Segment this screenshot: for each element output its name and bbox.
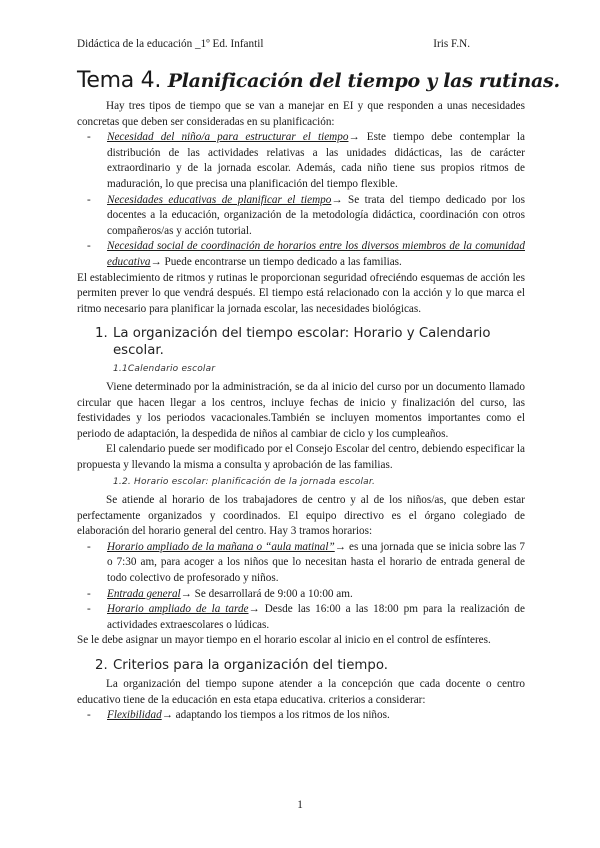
dash-bullet: - — [87, 131, 91, 144]
dash-bullet: - — [87, 193, 91, 206]
page-number: 1 — [297, 799, 303, 811]
item-text: Se trata del tiempo dedicado por los docentes a la educación, organización de la metodología didáctica, coordinación con otros compañeros/as y acción tutorial. — [107, 193, 525, 237]
item-text: es una jornada que se inicia sobre las 7 o 7:30 am, para acoger a los niños que lo necesitan hasta el horario de entrada general de todo colectivo de profesorado y niños. — [107, 540, 525, 585]
arrow-icon: → — [161, 709, 173, 722]
item-term: Entrada general — [107, 587, 181, 600]
item-term: Flexibilidad — [107, 709, 162, 722]
list-item — [87, 708, 525, 724]
schedule-note: Se le debe asignar un mayor tiempo en el horario escolar al inicio en el control de esfínteres. — [77, 634, 491, 647]
subsection-heading-calendar: 1.1Calendario escolar — [113, 364, 216, 375]
section-number: 1. — [95, 326, 108, 342]
dash-bullet: - — [87, 709, 91, 722]
list-item — [87, 193, 525, 240]
intro-paragraph: Hay tres tipos de tiempo que se van a manejar en EI y que responden a unas necesidades concretas que deben ser consideradas en su planificación: — [77, 100, 525, 128]
calendar-paragraph-2: El calendario puede ser modificado por el Consejo Escolar del centro, debiendo especificar la propuesta y llevando la misma a consulta y aprobación de las familias. — [77, 443, 525, 471]
item-term: Necesidad social de coordinación de horarios entre los diversos miembros de la comunidad educativa — [107, 240, 525, 268]
criteria-intro-paragraph: La organización del tiempo supone atender a la concepción que cada docente o centro educativo tiene de la educación en esta etapa educativa. criterios a considerar: — [77, 678, 525, 706]
section-number: 2. — [95, 658, 108, 673]
subsection-heading-schedule: 1.2. Horario escolar: planificación de la jornada escolar. — [113, 477, 376, 488]
dash-bullet: - — [87, 603, 91, 616]
dash-bullet: - — [87, 540, 91, 553]
item-term: Horario ampliado de la tarde — [107, 603, 249, 616]
arrow-icon: → — [331, 193, 343, 206]
item-text: adaptando los tiempos a los ritmos de los niños. — [172, 709, 390, 722]
title-prefix: Tema 4. — [77, 68, 162, 93]
arrow-icon: → — [334, 540, 346, 553]
list-item — [87, 540, 525, 587]
dash-bullet: - — [87, 240, 91, 253]
item-term: Necesidad del niño/a para estructurar el tiempo — [107, 131, 349, 144]
arrow-icon: → — [150, 255, 162, 268]
criteria-list — [77, 708, 525, 724]
item-text: Desde las 16:00 a las 18:00 pm para la realización de actividades extraescolares o lúdicas. — [107, 603, 525, 631]
section-heading-1 — [95, 325, 525, 359]
section-title: La organización del tiempo escolar: Horario y Calendario escolar. — [113, 326, 491, 359]
header-course: Didáctica de la educación _1º Ed. Infantil — [77, 38, 264, 50]
item-text: Puede encontrarse un tiempo dedicado a las familias. — [161, 255, 402, 268]
item-text: Se desarrollará de 9:00 a 10:00 am. — [191, 587, 353, 600]
arrow-icon: → — [348, 131, 360, 144]
schedule-intro-paragraph: Se atiende al horario de los trabajadores de centro y al de los niños/as, que deben estar perfectamente organizados y coordinados. El equipo directivo es el órgano colegiado de elaboración del horario general del centro. Hay 3 tramos horarios: — [77, 494, 525, 538]
list-item — [87, 239, 525, 270]
rhythms-paragraph: El establecimiento de ritmos y rutinas le proporcionan seguridad ofreciéndo esquemas de acción les permiten prever lo que vendrá después. El tiempo está relacionado con la acción y lo que marca el ritmo necesario para planificar la jornada escolar, las necesidades biológicas. — [77, 271, 525, 315]
list-item — [87, 602, 525, 633]
needs-list — [77, 130, 525, 270]
arrow-icon: → — [180, 587, 192, 600]
dash-bullet: - — [87, 587, 91, 600]
list-item — [87, 587, 525, 603]
header-author: Iris F.N. — [433, 38, 470, 50]
section-title: Criterios para la organización del tiempo. — [113, 658, 388, 673]
title-main: Planificación del tiempo y las rutinas. — [167, 70, 560, 92]
calendar-paragraph-1: Viene determinado por la administración, se da al inicio del curso por un documento llamado circular que hacen llegar a los centros, incluye fechas de inicio y finalización del curso, las festividades y los periodos vacacionales.También se incluyen momentos importantes como el periodo de adaptación, la despedida de niños al cambiar de ciclo y los cumpleaños. — [77, 380, 525, 440]
document-body — [77, 99, 525, 724]
schedule-slots-list — [77, 540, 525, 634]
item-term: Horario ampliado de la mañana o “aula matinal” — [107, 540, 335, 553]
arrow-icon: → — [248, 603, 260, 616]
item-text: Este tiempo debe contemplar la distribución de las actividades relativas a las unidades didácticas, las de carácter extraordinario y de la jornada escolar. Además, cada niño tiene sus propios ritmos de maduración, lo que precisa una planificación del tiempo flexible. — [107, 131, 525, 190]
list-item — [87, 130, 525, 192]
section-heading-2 — [95, 657, 525, 674]
page-title — [77, 68, 560, 93]
item-term: Necesidades educativas de planificar el tiempo — [107, 193, 332, 206]
